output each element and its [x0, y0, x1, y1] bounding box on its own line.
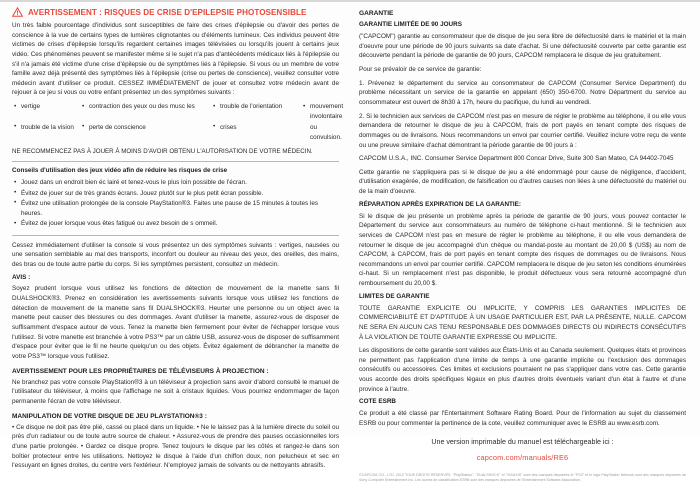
- page-top-strip: [0, 0, 700, 2]
- download-prompt: Une version imprimable du manuel est téléchargeable ici :: [431, 437, 614, 446]
- symptom-item: • trouble de la vision: [12, 123, 80, 144]
- symptom-item: ou convulsion.: [310, 123, 342, 141]
- esrb-title: COTE ESRB: [359, 398, 397, 406]
- avis-title: AVIS :: [12, 273, 31, 281]
- symptom-item: • mouvement involontaire: [301, 102, 343, 123]
- projection-tv-title: AVERTISSEMENT POUR LES PROPRIÉTAIRES DE TÉLÉVISEURS À PROJECTION :: [12, 367, 269, 375]
- epilepsy-warning-header: [12, 7, 339, 17]
- symptom-item: • contraction des yeux ou des musc les: [80, 102, 211, 123]
- tip-item: • Évitez une utilisation prolongée de la console PlayStation®3. Faites une pause de 15 minutes à toutes les heures.: [12, 199, 339, 220]
- warranty-title: GARANTIE: [359, 10, 394, 17]
- no-replay-notice: NE RECOMMENCEZ PAS À JOUER À MOINS D'AVOIR OBTENU L'AUTORISATION DE VOTRE MÉDECIN.: [12, 148, 313, 156]
- tips-list: [12, 178, 339, 229]
- post-warranty-title: RÉPARATION APRÈS EXPIRATION DE LA GARANTIE:: [359, 200, 522, 208]
- tip-item: • Jouez dans un endroit bien éc lairé et tenez-vous le plus loin possible de l'écran.: [12, 178, 339, 188]
- divider-1: [12, 161, 339, 162]
- symptom-item: • crises: [211, 123, 301, 144]
- esrb-paragraph: Ce produit a été classé par l'Entertainment Software Rating Board. Pour de l'information au sujet du classement ESRB ou pour commenter la pertinence de la cote, veuillez communiquer avec le ESRB au www.esrb.com.: [359, 410, 686, 427]
- warning-triangle-icon: [12, 7, 23, 17]
- service-step-2: 2. Si le technicien aux services de CAPCOM n'est pas en mesure de régler le problème au téléphone, il ou elle vous demandera de retourner le disque de jeu à CAPCOM, frais de port payés en tenant compte des risques de dommages ou de livraisons. Nous recommandons un envoi par courrier certifié. Veuillez inclure votre reçu de vente ou une preuve similaire d'achat démontrant la période garantie de 90 jours à :: [359, 112, 686, 149]
- limited-warranty-title: GARANTIE LIMITÉE DE 90 JOURS: [359, 21, 462, 29]
- post-warranty-paragraph: Si le disque de jeu présente un problème après la période de garantie de 90 jours, vous pouvez contacter le Département du service aux consommateurs au numéro de téléphone ci-haut mentionné. Si le technicien aux services de CAPCOM n'est pas en mesure de régler le problème au téléphone, il ou elle vous demandera de retourner le disque de jeu accompagné d'un chèque ou mandat-poste au montant de 20,00 $ (US$) au nom de CAPCOM, à CAPCOM, frais de port payés en tenant compte des risques de dommages ou de livraisons. Nous recommandons un envoi par courrier certifié. CAPCOM remplacera le disque de jeu seton les conditions énumérées ci-haut. Si un remplacement n'est pas disponible, le produit défectueux vous sera retourné accompagné d'un remboursement du 20,00 $.: [359, 212, 686, 288]
- limited-warranty-paragraph: ("CAPCOM") garantie au consommateur que de disque de jeu sera libre de défectuosité dans le matériel et la main d'oeuvre pour une période de 90 jours suivants sa date d'achat. Si une défectuosité couverte par cette garantie est découverte pendant la période de garantie de 90 jours, CAPCOM remplacera le disque de jeu gratuitement.: [359, 33, 686, 60]
- capcom-address: CAPCOM U.S.A., INC. Consumer Service Department 800 Concar Drive, Suite 300 San Mateo, CA 94402-7045: [359, 155, 674, 163]
- tip-item: • Évitez de jouer lorsque vous êtes fatigué ou avez besoin de s ommeil.: [12, 219, 339, 229]
- legal-notice: ©CAPCOM CO., LTD. 2012 TOUS DROITS RÉSERVÉS. "PlayStation", "DUALSHOCK" et "SIXAXIS" sont des marques déposées et "PS3" et le logo PlayStation Network sont des marques déposées de Sony Computer Entertainment Inc. Les icones de classification ESRB sont des marques déposées de l'Entertainment Software Association.: [359, 472, 686, 483]
- tips-title: Conseils d'utilisation des jeux vidéo afin de réduire les risques de crise: [12, 167, 228, 175]
- divider-2: [12, 235, 339, 236]
- symptoms-grid: [12, 102, 344, 143]
- avis-paragraph: Soyez prudent lorsque vous utilisez les fonctions de détection de mouvement de la manette sans fil DUALSHOCK®3. Prenez en considération les avertissements suivants lorsque vous utilisez les fonctions de détection de mouvement de la manette sans fil DUALSHOCK®3. Heurter une personne ou un object avec la manette peut causer des blessures ou des dommages. Avant d'utiliser la manette, assurez-vous de disposer de suffisamment d'espace autour de vous. Tenez la manette bien fermement pour éviter de l'échapper lorsque vous l'utilisez. Si votre manette est branchée à votre PS3™ par un câble USB, assurez-vous de disposer de suffisamment d'espace pour éviter que le fil ne heurte quelqu'un ou des objets. Évitez également de débrancher la manette de votre PS3™ lorsque vous l'utilisez.: [12, 285, 339, 360]
- disc-handling-title: MANIPULATION DE VOTRE DISQUE DE JEU PLAYSTATION®3 :: [12, 412, 207, 420]
- stop-usage-paragraph: Cessez immédiatement d'utiliser la console si vous présentez un des symptômes suivants : vertiges, nausées ou une sensation semblable au mal des transports, inconfort ou douleur au niveau des yeux, des oreilles, des mains, des bras ou de toute autre partie du corps. Si les symptômes persistent, consultez un médecin.: [12, 241, 339, 268]
- symptom-item: • perte de conscience: [80, 123, 211, 144]
- epilepsy-warning-title: AVERTISSEMENT : RISQUES DE CRISE D'EPILEPSIE PHOTOSENSIBLE: [28, 7, 307, 17]
- symptom-item: • trouble de l'orientation: [211, 102, 301, 123]
- provisions-paragraph: Les dispositions de cette garantie sont valides aux États-Unis et au Canada seulement. Quelques états et provinces ne permettent pas l'application d'une limite de temps à une garantie implicite ou l'exclusion des dommages consécutifs ou accessoires. Ces limites et exclusions pourraient ne pas s'appliquer dans votre cas. Cette garantie vous accorde des droits spécifiques légaux en plus d'autres droits éventuels variant d'un état à l'autre et d'une province à l'autre.: [359, 347, 686, 393]
- warranty-exclusions-paragraph: Cette garantie ne s'appliquera pas si le disque de jeu a été endommagé pour cause de négligence, d'accident, d'utilisation exagérée, de modification, de falsification ou d'autres causes non liées à une défectuosité du matériel ou de la main d'oeuvre.: [359, 168, 686, 196]
- warranty-limits-title: LIMITES DE GARANTIE: [359, 292, 430, 300]
- disc-handling-paragraph: • Ce disque ne doit pas être plié, cassé ou placé dans un liquide. • Ne le laissez pas à la lumière directe du soleil ou près d'un radiateur ou de toute autre source de chaleur. • Assurez-vous de prendre des pauses occasionnelles lors d'une partie prolongée. • Gardez ce disque propre. Tenez toujours le disque par les côtés et rangez-le dans son boîtier protecteur entre les utilisations. Nettoyez le disque à l'aide d'un chiffon doux, non pelucheux et sec en l'essuyant en lignes droites, du centre vers l'extérieur. N'employez jamais de solvants ou de nettoyants abrasifs.: [12, 423, 339, 470]
- manual-download-link[interactable]: capcom.com/manuals/RE6: [476, 452, 569, 462]
- right-column: [359, 7, 686, 484]
- epilepsy-intro-paragraph: Un très faible pourcentage d'individus sont susceptibles de faire des crises d'épilepsie ou d'avoir des pertes de conscience à la vue de certains types de lumières clignotantes ou d'éléments lumineux. Ces individus peuvent être victimes de crises d'épilepsie lorsqu'ils regardent certaines images télévisées ou lorsqu'ils jouent à certains jeux vidéo. Ces phénomènes peuvent se manifester même si le sujet n'a pas d'antécédents médicaux liés à l'épilepsie ou s'il n'a jamais été victime d'une crise d'épilepsie ou de symptômes liés à l'épilepsie. Si vous ou un membre de votre famille avez déjà présenté des symptômes liés à l'épilepsie (crise ou pertes de conscience), veuillez consulter votre médecin avant d'utiliser ce produit. CESSEZ IMMÉDIATEMENT de jouer et consultez votre médecin avant de rejouer à ce jeu si vous ou votre enfant présentez un des symptômes suivants :: [12, 22, 340, 97]
- tip-item: • Évitez de jouer sur de très grands écrans. Jouez plutôt sur le plus petit écran possible.: [12, 189, 339, 199]
- warranty-limits-caps: TOUTE GARANTIE EXPLICITE OU IMPLICITE, Y COMPRIS LES GARANTIES IMPLICITES DE COMMERCIABILITÉ ET D'APTITUDE À UN USAGE PARTICULIER EST, PAR LA PRÉSENTE, NULLE. CAPCOM NE SERA EN AUCUN CAS TENU RESPONSABLE DES DOMMAGES DIRECTS OU INDIRECTS CONSÉCUTIFS À LA VIOLATION DE TOUTE GARANTIE EXPRESSE OU IMPLICITE.: [359, 304, 686, 341]
- service-step-1: 1. Prévenez le département du service au consommateur de CAPCOM (Consumer Service Department) du problème nécessitant un service de la garantie en appelant (650) 350-6700. Notre Départment du service au consommateur est ouvert de 8h30 à 17h, heure du pacifique, du lundi au vendredi.: [359, 79, 686, 106]
- projection-tv-paragraph: Ne branchez pas votre console PlayStation®3 à un téléviseur à projection sans avoir d'abord consulté le manuel de l'utilisateur du téléviseur, à moins que l'affichage ne soit à cristaux liquides. Vous pourriez endommager de façon permanente l'écran de votre téléviseur.: [12, 378, 339, 405]
- left-column: [12, 7, 344, 484]
- service-intro: Pour se prévaloir de ce service de garantie:: [359, 66, 482, 74]
- symptom-item: • vertige: [12, 102, 80, 123]
